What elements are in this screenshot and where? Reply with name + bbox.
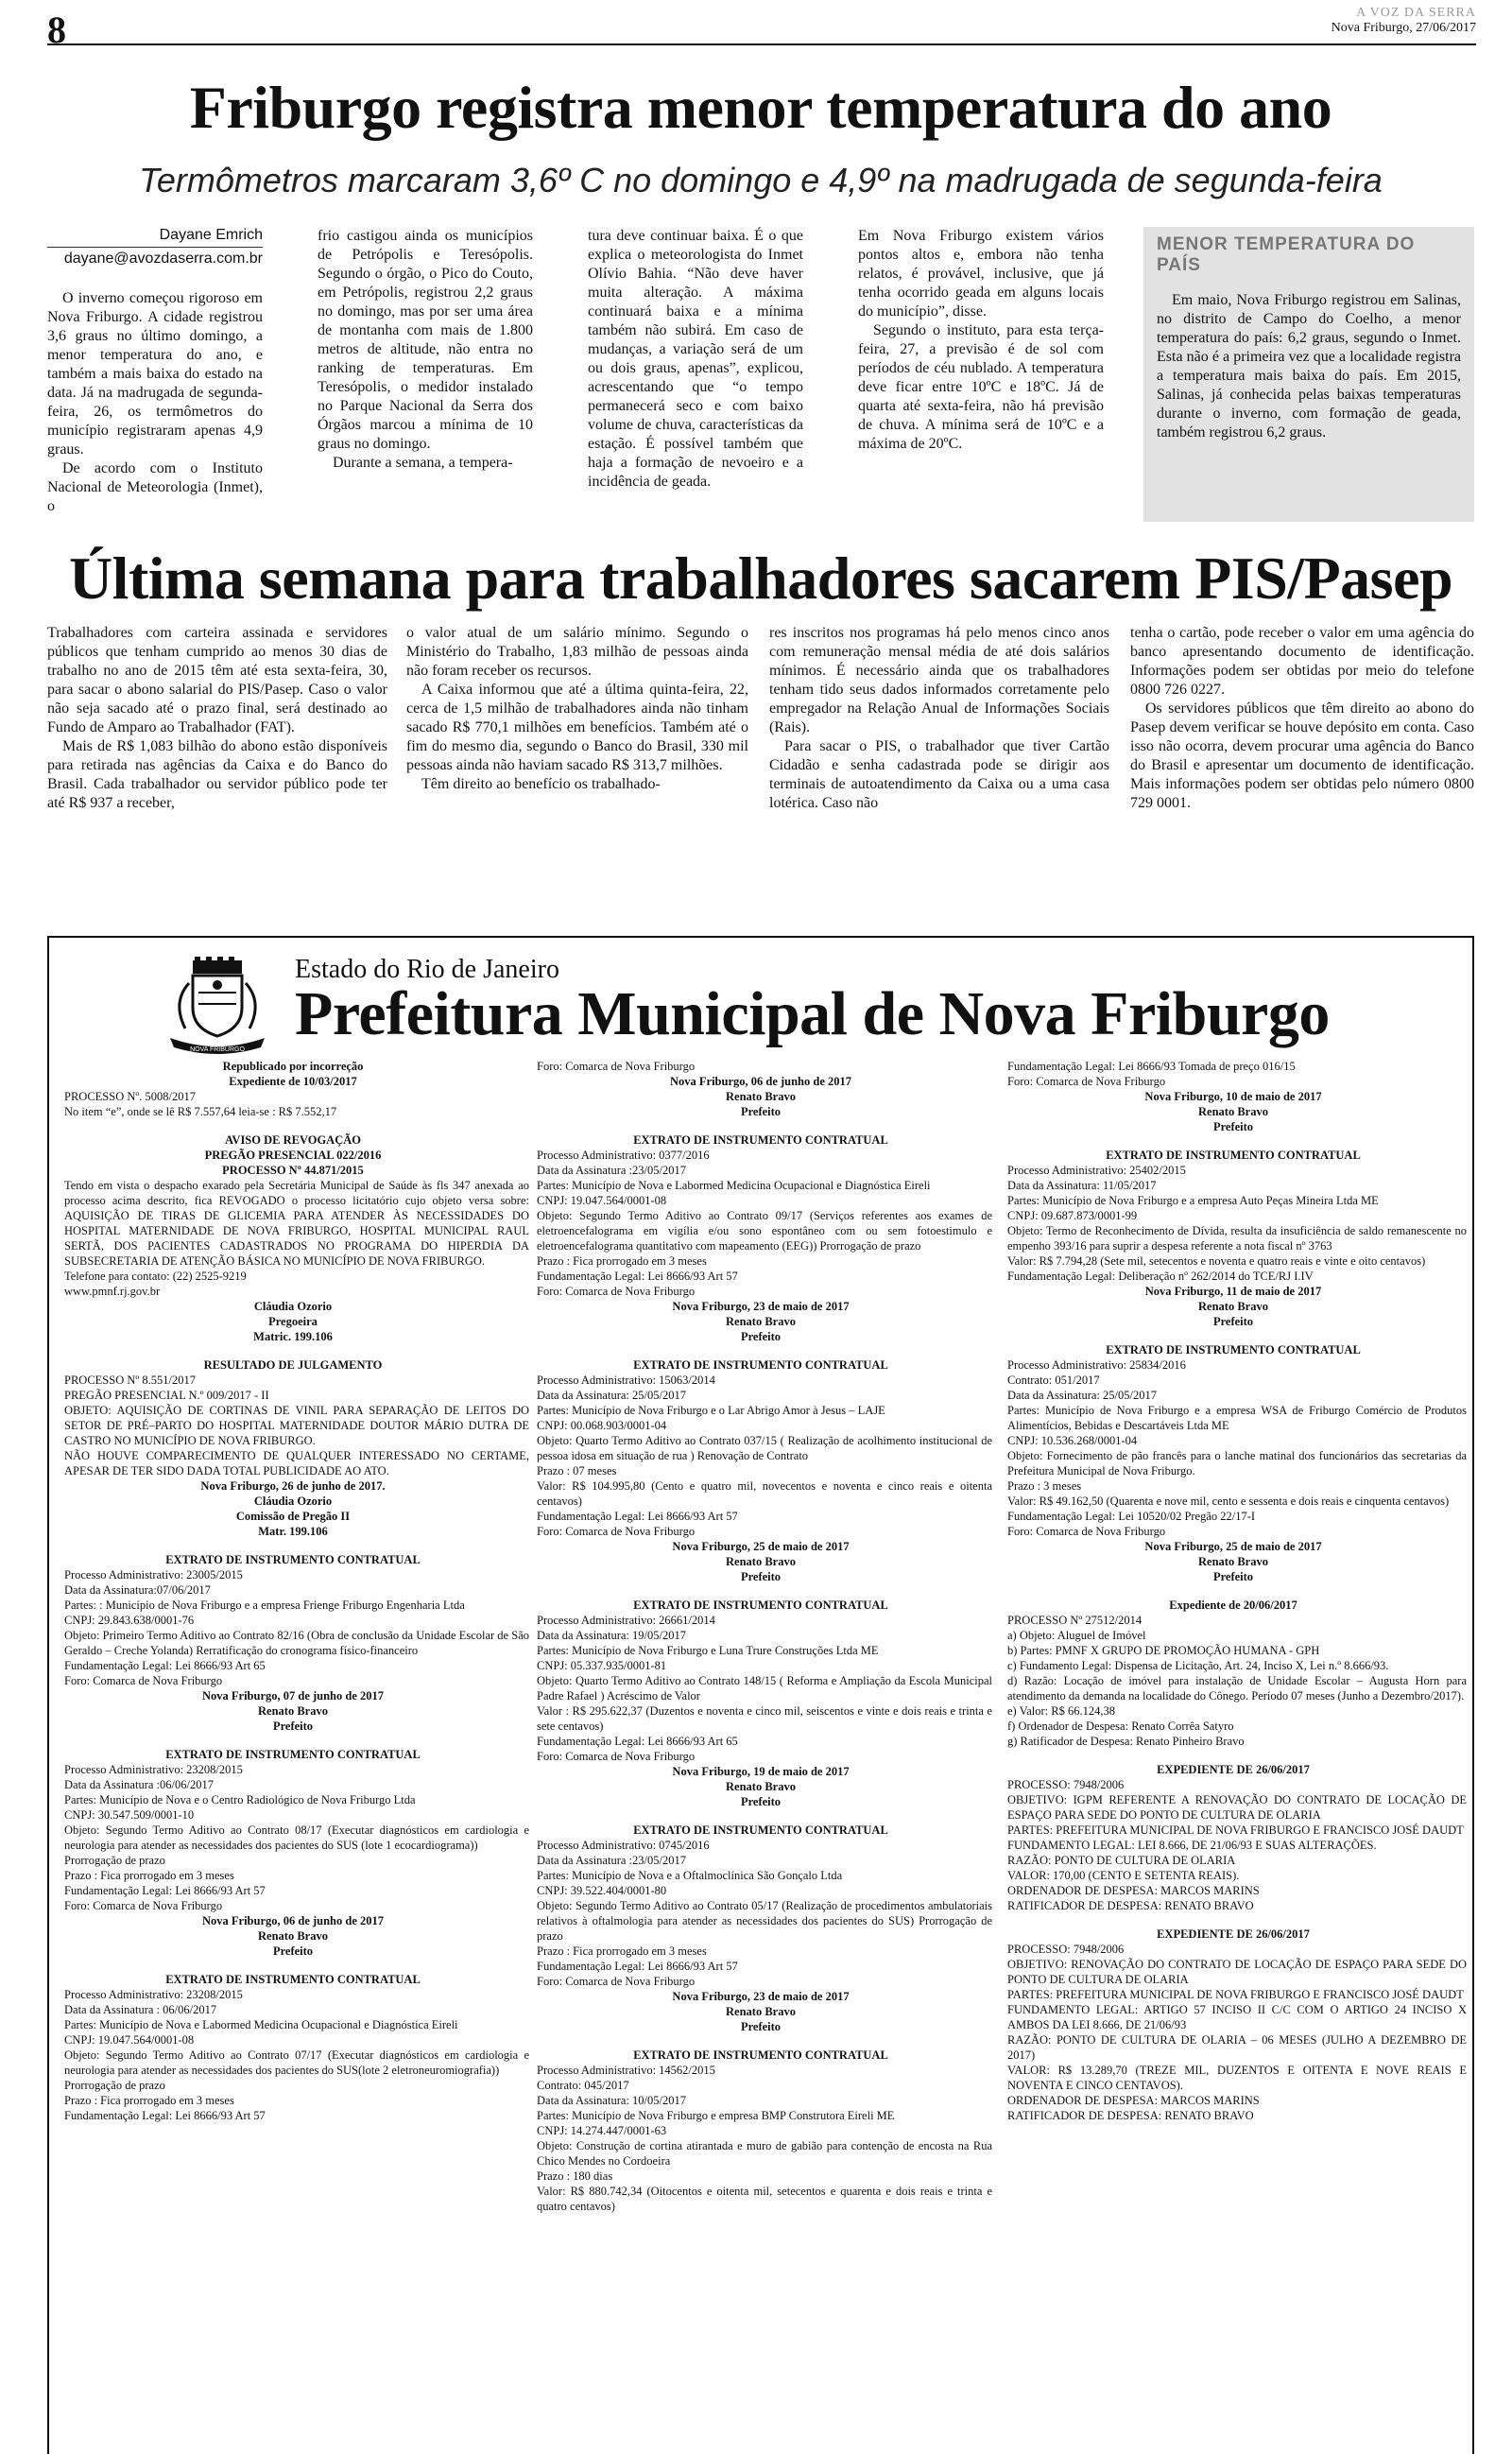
notice-text: Foro: Comarca de Nova Friburgo (64, 1674, 223, 1687)
notice-text: Foro: Comarca de Nova Friburgo (64, 1899, 223, 1912)
paragraph: frio castigou ainda os municípios de Petrópolis e Teresópolis. Segundo o órgão, o Pico do Couto, em Petrópolis, registrou 2,2 graus no domingo, mas por ser uma área de montanha com mais de 1.800 metros de altitude, não entra no ranking de temperaturas. Em Teresópolis, o medidor instalado no Parque Nacional da Serra dos Órgãos marcou a mínima de 10 graus no domingo. (318, 228, 533, 452)
notice-heading: EXTRATO DE INSTRUMENTO CONTRATUAL (165, 1973, 421, 1986)
notice-text: Prazo : Fica prorrogado em 3 meses (64, 2094, 234, 2107)
notice-centered-line: Nova Friburgo, 23 de maio de 2017 (672, 1300, 850, 1313)
notice-centered-line: Prefeito (272, 1944, 314, 1958)
notice-text: Foro: Comarca de Nova Friburgo (1007, 1075, 1166, 1088)
notice-heading: EXTRATO DE INSTRUMENTO CONTRATUAL (165, 1748, 421, 1761)
notice-centered-line: Renato Bravo (726, 1780, 796, 1793)
notice-text: Processo Administrativo: 0377/2016 (537, 1149, 710, 1162)
notice-text: Fundamentação Legal: Lei 10520/02 Pregão 22/17-I (1007, 1510, 1256, 1523)
notices-column-3 (1000, 1059, 1467, 2123)
paragraph: Têm direito ao benefício os trabalhado- (421, 776, 661, 792)
notice-text: www.pmnf.rj.gov.br (64, 1285, 161, 1298)
notice-text: Prazo : 3 meses (1007, 1479, 1082, 1493)
notice-text: Fundamentação Legal: Lei 8666/93 Art 57 (537, 1510, 738, 1523)
notice-heading: EXTRATO DE INSTRUMENTO CONTRATUAL (633, 1599, 888, 1612)
article1-column-4 (858, 227, 1104, 454)
notice-text: Fundamentação Legal: Lei 8666/93 Art 65 (64, 1659, 266, 1672)
notice-text: Foro: Comarca de Nova Friburgo (537, 1285, 696, 1298)
notice-text: a) Objeto: Aluguel de Imóvel (1007, 1629, 1146, 1642)
prefeitura-title: Prefeitura Municipal de Nova Friburgo (295, 979, 1330, 1048)
notice-text: RAZÃO: PONTO DE CULTURA DE OLARIA – 06 MESES (JULHO A DEZEMBRO DE 2017) (1007, 2033, 1467, 2062)
notice-text: CNPJ: 29.843.638/0001-76 (64, 1614, 195, 1627)
notice-centered-line: Nova Friburgo, 10 de maio de 2017 (1144, 1090, 1322, 1103)
notice-text: Fundamentação Legal: Deliberação nº 262/2014 do TCE/RJ I.IV (1007, 1270, 1314, 1283)
notice-heading: EXTRATO DE INSTRUMENTO CONTRATUAL (165, 1553, 421, 1566)
author-name: Dayane Emrich (47, 227, 263, 248)
notice-text: PROCESSO: 7948/2006 (1007, 1778, 1125, 1791)
notice-text: Contrato: 051/2017 (1007, 1374, 1100, 1387)
notice-text: Partes: Município de Nova Friburgo e a empresa Auto Peças Mineira Ltda ME (1007, 1194, 1379, 1207)
notice-text: e) Valor: R$ 66.124,38 (1007, 1704, 1115, 1718)
notice-centered-line: Prefeito (1212, 1120, 1254, 1133)
article1-column-1 (47, 289, 263, 516)
notice-text: NÃO HOUVE COMPARECIMENTO DE QUALQUER INTERESSADO NO CERTAME, APESAR DE TER SIDO DADA TOTAL PUBLICIDADE AO ATO. (64, 1449, 529, 1478)
paragraph: O inverno começou rigoroso em Nova Friburgo. A cidade registrou 3,6 graus no último domingo, a menor temperatura do ano, e também a mais baixa do estado na data. Já na madrugada de segunda-feira, 26, os termômetros do município registraram apenas 4,9 graus. (47, 290, 263, 458)
notice-text: PARTES: PREFEITURA MUNICIPAL DE NOVA FRIBURGO E FRANCISCO JOSÉ DAUDT (1007, 1988, 1464, 2001)
notice-centered-line: Prefeito (740, 1105, 782, 1118)
notice-heading: EXTRATO DE INSTRUMENTO CONTRATUAL (633, 1823, 888, 1837)
notice-text: Prazo : Fica prorrogado em 3 meses (64, 1869, 234, 1882)
notice-text: Partes: Município de Nova e a Oftalmoclínica São Gonçalo Ltda (537, 1869, 843, 1882)
page-number: 8 (47, 9, 66, 51)
paragraph: Os servidores públicos que têm direito ao abono do Pasep devem verificar se houve depósito em conta. Caso isso não ocorra, devem procurar uma agência do Banco do Brasil e apresentar um documento de identificação. Mais informações podem ser obtidas pelo número 0800 729 0001. (1130, 700, 1474, 811)
notice-heading: EXTRATO DE INSTRUMENTO CONTRATUAL (1106, 1149, 1361, 1162)
notice-text: RAZÃO: PONTO DE CULTURA DE OLARIA (1007, 1854, 1236, 1867)
notice-centered-line: Nova Friburgo, 26 de junho de 2017. (200, 1479, 386, 1493)
notice-text: CNPJ: 30.547.509/0001-10 (64, 1808, 195, 1822)
article1-column-2 (318, 227, 533, 473)
notice-text: Fundamentação Legal: Lei 8666/93 Art 57 (537, 1270, 738, 1283)
notice-centered-line: Cláudia Ozorio (253, 1300, 333, 1313)
notice-text: Prorrogação de prazo (64, 1854, 165, 1867)
notice-text: Tendo em vista o despacho exarado pela Secretária Municipal de Saúde às fls 347 anexada ao processo acima descrito, fica REVOGADO o processo licitatório cujo objeto versa sobre: AQUISIÇÃO DE TIRAS DE GLICEMIA PARA ATENDER ÀS NECESSIDADES DO HOSPITAL MATERNIDADE DE NOVA FRIBURGO, HOSPITAL MUNICIPAL RAUL SERTÃ, DOS PACIENTES CADASTRADOS NO PROGRAMA DO HIPERDIA DA SUBSECRETARIA DE ATENÇÃO BÁSICA NO MUNICÍPIO DE NOVA FRIBURGO. (64, 1179, 529, 1268)
notice-text: Partes: Município de Nova Friburgo e Luna Trure Construções Ltda ME (537, 1644, 879, 1657)
notice-centered-line: Nova Friburgo, 06 de junho de 2017 (201, 1914, 385, 1927)
notice-text: Data da Assinatura: 25/05/2017 (537, 1389, 686, 1402)
notice-text: Valor: R$ 880.742,34 (Oitocentos e oitenta mil, setecentos e quarenta e dois reais e trinta e quatro centavos) (537, 2185, 992, 2213)
notice-text: Processo Administrativo: 0745/2016 (537, 1839, 710, 1852)
notice-text: ORDENADOR DE DESPESA: MARCOS MARINS (1007, 1884, 1260, 1897)
svg-text:NOVA FRIBURGO: NOVA FRIBURGO (190, 1046, 245, 1053)
notice-centered-line: Prefeito (740, 2020, 782, 2033)
notice-text: Data da Assinatura: 11/05/2017 (1007, 1179, 1157, 1192)
notice-heading: EXTRATO DE INSTRUMENTO CONTRATUAL (633, 1358, 888, 1372)
article1-column-3 (588, 227, 803, 492)
notice-heading: EXTRATO DE INSTRUMENTO CONTRATUAL (1106, 1343, 1361, 1357)
notice-text: Partes: Município de Nova e o Centro Radiológico de Nova Friburgo Ltda (64, 1793, 416, 1806)
notice-centered-line: Prefeito (272, 1720, 314, 1733)
notice-text: Processo Administrativo: 23208/2015 (64, 1763, 243, 1776)
notice-text: RATIFICADOR DE DESPESA: RENATO BRAVO (1007, 1899, 1254, 1912)
notice-text: Objeto: Construção de cortina atirantada e muro de gabião para contenção de encosta na Rua Chico Mendes no Cordoeira (537, 2139, 992, 2168)
notice-text: PROCESSO: 7948/2006 (1007, 1943, 1125, 1956)
paragraph: Durante a semana, a tempera- (333, 455, 513, 471)
notice-text: g) Ratificador de Despesa: Renato Pinheiro Bravo (1007, 1735, 1245, 1748)
notice-text: Foro: Comarca de Nova Friburgo (1007, 1525, 1166, 1538)
notice-text: PROCESSO Nº 27512/2014 (1007, 1614, 1143, 1627)
notice-centered-line: Renato Bravo (1198, 1555, 1268, 1568)
notice-text: Valor : R$ 295.622,37 (Duzentos e noventa e cinco mil, seiscentos e vinte e dois reais e trinta e sete centavos) (537, 1704, 992, 1733)
notice-heading: EXTRATO DE INSTRUMENTO CONTRATUAL (633, 2048, 888, 2062)
notice-text: Fundamentação Legal: Lei 8666/93 Art 65 (537, 1735, 738, 1748)
notice-text: Objeto: Fornecimento de pão francês para o lanche matinal dos funcionários das secretarias da Prefeitura Municipal de Nova Friburgo. (1007, 1449, 1467, 1478)
notice-text: OBJETIVO: IGPM REFERENTE A RENOVAÇÃO DO CONTRATO DE LOCAÇÃO DE ESPAÇO PARA SEDE DO PONTO DE CULTURA DE OLARIA (1007, 1793, 1467, 1822)
notice-text: FUNDAMENTO LEGAL: LEI 8.666, DE 21/06/93 E SUAS ALTERAÇÕES. (1007, 1839, 1377, 1852)
notice-text: PROCESSO Nº 8.551/2017 (64, 1374, 196, 1387)
notice-text: Data da Assinatura:07/06/2017 (64, 1583, 211, 1597)
notice-centered-line: Prefeito (740, 1330, 782, 1343)
notice-text: OBJETO: AQUISIÇÃO DE CORTINAS DE VINIL PARA SEPARAÇÃO DE LEITOS DO SETOR DE PRÉ–PARTO DO HOSPITAL MATERNIDADE DOUTOR MÁRIO DUTRA DE CASTRO NO MUNICÍPIO DE NOVA FRIBURGO. (64, 1404, 529, 1447)
paragraph: Para sacar o PIS, o trabalhador que tiver Cartão Cidadão e senha cadastrada pode se dirigir aos terminais de autoatendimento da Caixa ou a uma casa lotérica. Caso não (769, 738, 1109, 811)
paragraph: Mais de R$ 1,083 bilhão do abono estão disponíveis para retirada nas agências da Caixa e do Banco do Brasil. Cada trabalhador ou servidor público pode ter até R$ 937 a receber, (47, 738, 387, 811)
article1-subheadline: Termômetros marcaram 3,6º C no domingo e 4,9º na madrugada de segunda-feira (139, 161, 1383, 199)
notice-text: Fundamentação Legal: Lei 8666/93 Art 57 (64, 1884, 266, 1897)
notice-text: Partes: Município de Nova e Labormed Medicina Ocupacional e Diagnóstica Eireli (64, 2018, 458, 2031)
notice-text: Foro: Comarca de Nova Friburgo (537, 1750, 696, 1763)
notice-text: Data da Assinatura :23/05/2017 (537, 1164, 686, 1177)
notice-centered-line: Renato Bravo (1198, 1105, 1268, 1118)
notice-text: PARTES: PREFEITURA MUNICIPAL DE NOVA FRIBURGO E FRANCISCO JOSÉ DAUDT (1007, 1823, 1464, 1837)
notice-text: Objeto: Segundo Termo Aditivo ao Contrato 09/17 (Serviços referentes aos exames de eletroencefalograma em vigília e/ou sono espontâneo com ou sem fotoestimulo e eletroencefalograma quantitativo com mapeamento (EEG)) Prorrogação de prazo (537, 1209, 992, 1253)
notice-text: Foro: Comarca de Nova Friburgo (537, 1975, 696, 1988)
notice-text: Prazo : Fica prorrogado em 3 meses (537, 1944, 707, 1958)
paragraph: De acordo com o Instituto Nacional de Meteorologia (Inmet), o (47, 460, 263, 514)
notice-text: Data da Assinatura: 19/05/2017 (537, 1629, 686, 1642)
notice-text: RATIFICADOR DE DESPESA: RENATO BRAVO (1007, 2109, 1254, 2122)
notice-centered-line: Prefeito (1212, 1315, 1254, 1328)
notice-text: Partes: Município de Nova Friburgo e a empresa WSA de Friburgo Comércio de Produtos Alimentícios, Bebidas e Descartáveis Ltda ME (1007, 1404, 1467, 1432)
notice-text: Contrato: 045/2017 (537, 2079, 629, 2092)
edition-date: Nova Friburgo, 27/06/2017 (1331, 21, 1476, 35)
notice-centered-line: Prefeito (740, 1795, 782, 1808)
notice-centered-line: Renato Bravo (726, 1555, 796, 1568)
municipal-crest-icon (151, 955, 284, 1059)
notice-text: Objeto: Quarto Termo Aditivo ao Contrato 148/15 ( Reforma e Ampliação da Escola Municipal Padre Rafael ) Acréscimo de Valor (537, 1674, 992, 1702)
notice-centered-line: Prefeito (740, 1570, 782, 1583)
paragraph: res inscritos nos programas há pelo menos cinco anos com remuneração mensal média de até dois salários mínimos. É necessário ainda que os trabalhadores tenham tido seus dados informados corretamente pelo empregador na Relação Anual de Informações Sociais (Rais). (769, 625, 1109, 735)
notice-text: f) Ordenador de Despesa: Renato Corrêa Satyro (1007, 1720, 1234, 1733)
notice-heading: EXTRATO DE INSTRUMENTO CONTRATUAL (633, 1133, 888, 1147)
notice-text: Data da Assinatura :23/05/2017 (537, 1854, 686, 1867)
notice-centered-line: Prefeito (1212, 1570, 1254, 1583)
notice-text: b) Partes: PMNF X GRUPO DE PROMOÇÃO HUMANA - GPH (1007, 1644, 1320, 1657)
paragraph: tenha o cartão, pode receber o valor em uma agência do banco apresentando documento de identificação. Informações podem ser obtidas por meio do telefone 0800 726 0227. (1130, 625, 1474, 698)
notices-column-1 (57, 1059, 529, 2123)
header-rule (47, 43, 1476, 45)
notice-centered-line: Nova Friburgo, 07 de junho de 2017 (201, 1689, 385, 1702)
sidebox-text: Em maio, Nova Friburgo registrou em Salinas, no distrito de Campo do Coelho, a menor temperatura do país: 6,2 graus, segundo o Inmet. Esta não é a primeira vez que a localidade registra a temperatura mais baixa do país. Em 2015, Salinas, já conhecida pelas baixas temperaturas durante o inverno, com formação de geada, também registrou 6,2 graus. (1157, 292, 1461, 441)
notice-centered-line: Nova Friburgo, 23 de maio de 2017 (672, 1990, 850, 2003)
notice-text: Objeto: Primeiro Termo Aditivo ao Contrato 82/16 (Obra de conclusão da Unidade Escolar de São Geraldo – Creche Yolanda) Rerratificação do cronograma físico-financeiro (64, 1629, 529, 1657)
notice-text: VALOR: R$ 13.289,70 (TREZE MIL, DUZENTOS E OITENTA E NOVE REAIS E NOVENTA E CINCO CENTAVOS). (1007, 2064, 1467, 2092)
notice-heading: RESULTADO DE JULGAMENTO (203, 1358, 383, 1372)
article2-column-4 (1130, 624, 1474, 813)
notice-text: CNPJ: 39.522.404/0001-80 (537, 1884, 667, 1897)
notice-text: d) Razão: Locação de imóvel para instalação de Unidade Escolar – Augusta Horn para atendimento da demanda na localidade do Cônego. Período 07 meses (Junho a Dezembro/2017). (1007, 1674, 1467, 1702)
notice-centered-line: Republicado por incorreção (222, 1060, 364, 1073)
notice-heading: EXPEDIENTE DE 26/06/2017 (1157, 1763, 1310, 1776)
notice-text: Processo Administrativo: 23208/2015 (64, 1988, 243, 2001)
notice-text: Valor: R$ 104.995,80 (Cento e quatro mil, novecentos e noventa e cinco reais e oitenta centavos) (537, 1479, 992, 1508)
notice-text: Partes: : Município de Nova Friburgo e a empresa Frienge Friburgo Engenharia Ltda (64, 1599, 465, 1612)
notice-heading: Expediente de 20/06/2017 (1169, 1599, 1297, 1612)
notice-centered-line: Renato Bravo (1198, 1300, 1268, 1313)
notice-centered-line: Renato Bravo (258, 1704, 328, 1718)
notice-text: Objeto: Segundo Termo Aditivo ao Contrato 08/17 (Executar diagnósticos em cardiologia e neurologia para atender as necessidades dos pacientes do SUS (lote 1 ecocardiograma)) (64, 1823, 529, 1852)
notice-centered-line: Nova Friburgo, 19 de maio de 2017 (672, 1765, 850, 1778)
notice-text: Prazo : 180 dias (537, 2169, 613, 2183)
notice-text: Partes: Município de Nova Friburgo e o Lar Abrigo Amor à Jesus – LAJE (537, 1404, 885, 1417)
notice-centered-line: Cláudia Ozorio (253, 1495, 333, 1508)
notice-centered-line: Comissão de Pregão II (235, 1510, 351, 1523)
state-name: Estado do Rio de Janeiro (295, 955, 559, 984)
notice-text: Data da Assinatura : 06/06/2017 (64, 2003, 217, 2016)
paragraph: Em Nova Friburgo existem vários pontos altos e, embora não tenha relatos, é provável, inclusive, que já tenha ocorrido geada em alguns locais do município”, disse. (858, 228, 1104, 320)
notice-text: Objeto: Quarto Termo Aditivo ao Contrato 037/15 ( Realização de acolhimento institucional de pessoa idosa em situação de rua ) Renovação de Contrato (537, 1434, 992, 1462)
paragraph: o valor atual de um salário mínimo. Segundo o Ministério do Trabalho, 1,83 milhão de pessoas ainda não foram receber os recursos. (406, 625, 748, 679)
notices-column-2 (529, 1059, 992, 2214)
article2-headline: Última semana para trabalhadores sacarem PIS/Pasep (68, 544, 1453, 612)
notice-centered-line: Matric. 199.106 (253, 1330, 333, 1343)
paragraph: Trabalhadores com carteira assinada e servidores públicos que tenham cumprido ao menos 30 dias de trabalho no ano de 2015 têm até esta sexta-feira, 30, para sacar o abono salarial do PIS/Pasep. Caso o valor não seja sacado até o prazo final, será destinado ao Fundo de Amparo ao Trabalhador (FAT). (47, 625, 387, 735)
notice-text: CNPJ: 09.687.873/0001-99 (1007, 1209, 1138, 1222)
article2-column-2 (406, 624, 748, 794)
notice-text: ORDENADOR DE DESPESA: MARCOS MARINS (1007, 2094, 1260, 2107)
notice-text: Prazo : 07 meses (537, 1464, 617, 1478)
notice-centered-line: Nova Friburgo, 11 de maio de 2017 (1144, 1285, 1322, 1298)
notice-text: Data da Assinatura: 25/05/2017 (1007, 1389, 1157, 1402)
notice-centered-line: Nova Friburgo, 25 de maio de 2017 (672, 1540, 850, 1553)
notice-centered-line: Renato Bravo (258, 1929, 328, 1943)
notice-text: c) Fundamento Legal: Dispensa de Licitação, Art. 24, Inciso X, Lei n.º 8.666/93. (1007, 1659, 1389, 1672)
notice-text: Processo Administrativo: 23005/2015 (64, 1568, 243, 1581)
notice-centered-line: PROCESSO Nº 44.871/2015 (222, 1164, 364, 1177)
notice-text: CNPJ: 05.337.935/0001-81 (537, 1659, 667, 1672)
notice-text: CNPJ: 10.536.268/0001-04 (1007, 1434, 1138, 1447)
article1-byline (47, 227, 263, 268)
notice-text: Processo Administrativo: 14562/2015 (537, 2064, 715, 2077)
article2-column-3 (769, 624, 1109, 813)
notice-text: PROCESSO Nº. 5008/2017 (64, 1090, 196, 1103)
notice-text: OBJETIVO: RENOVAÇÃO DO CONTRATO DE LOCAÇÃO DE ESPAÇO PARA SEDE DO PONTO DE CULTURA DE OLARIA (1007, 1958, 1467, 1986)
notice-text: Objeto: Segundo Termo Aditivo ao Contrato 07/17 (Executar diagnósticos em cardiologia e neurologia para atender as necessidades dos pacientes do SUS(lote 2 eletroneuromiografia)) (64, 2048, 529, 2077)
notice-heading: EXPEDIENTE DE 26/06/2017 (1157, 1927, 1310, 1941)
article1-headline: Friburgo registra menor temperatura do ano (189, 74, 1332, 141)
notice-text: Data da Assinatura :06/06/2017 (64, 1778, 214, 1791)
notice-text: Foro: Comarca de Nova Friburgo (537, 1525, 696, 1538)
article2-column-1 (47, 624, 387, 813)
notice-text: Telefone para contato: (22) 2525-9219 (64, 1270, 247, 1283)
notice-text: Valor: R$ 7.794,28 (Sete mil, setecentos e noventa e quatro reais e vinte e oito centavos) (1007, 1254, 1426, 1268)
notice-centered-line: Matr. 199.106 (258, 1525, 328, 1538)
lowest-temperature-box (1143, 227, 1474, 522)
notice-text: CNPJ: 19.047.564/0001-08 (64, 2033, 195, 2047)
notice-text: CNPJ: 00.068.903/0001-04 (537, 1419, 667, 1432)
notice-text: CNPJ: 14.274.447/0001-63 (537, 2124, 667, 2137)
notice-text: VALOR: 170,00 (CENTO E SETENTA REAIS). (1007, 1869, 1240, 1882)
notice-text: PREGÃO PRESENCIAL N.º 009/2017 - II (64, 1389, 269, 1402)
notice-text: FUNDAMENTO LEGAL: ARTIGO 57 INCISO II C/C COM O ARTIGO 24 INCISO X AMBOS DA LEI 8.666, DE 21/06/93 (1007, 2003, 1467, 2031)
notice-centered-line: PREGÃO PRESENCIAL 022/2016 (204, 1149, 382, 1162)
notice-heading: AVISO DE REVOGAÇÃO (225, 1133, 361, 1147)
notice-text: Partes: Município de Nova e Labormed Medicina Ocupacional e Diagnóstica Eireli (537, 1179, 931, 1192)
notice-centered-line: Nova Friburgo, 25 de maio de 2017 (1144, 1540, 1322, 1553)
notice-text: Processo Administrativo: 26661/2014 (537, 1614, 715, 1627)
notice-centered-line: Pregoeira (268, 1315, 318, 1328)
notice-text: Fundamentação Legal: Lei 8666/93 Tomada de preço 016/15 (1007, 1060, 1296, 1073)
notice-text: Objeto: Termo de Reconhecimento de Dívida, resulta da insuficiência de saldo remanescente no empenho 393/16 para suprir a despesa referente a nota fiscal nº 3763 (1007, 1224, 1467, 1253)
notice-text: Processo Administrativo: 15063/2014 (537, 1374, 715, 1387)
notice-text: Data da Assinatura: 10/05/2017 (537, 2094, 686, 2107)
notice-text: Prazo : Fica prorrogado em 3 meses (537, 1254, 707, 1268)
paragraph: A Caixa informou que até a última quinta-feira, 22, cerca de 1,5 milhão de trabalhadores ainda não tinham sacado R$ 770,1 milhões em benefícios. Também até o fim do mesmo dia, segundo o Banco do Brasil, 330 mil pessoas ainda não haviam sacado R$ 313,7 milhões. (406, 682, 748, 773)
paragraph: tura deve continuar baixa. É o que explica o meteorologista do Inmet Olívio Bahia. “Não deve haver muita alteração. A máxima continuará baixa e a mínima também não subirá. Em caso de mudanças, a variação será de um ou dois graus, apenas”, explicou, acrescentando que “o tempo permanecerá seco e com baixo volume de chuva, características da estação. É possível também que haja a formação de nevoeiro e a incidência de geada. (588, 228, 803, 490)
notice-centered-line: Renato Bravo (726, 1090, 796, 1103)
notice-text: Fundamentação Legal: Lei 8666/93 Art 57 (64, 2109, 266, 2122)
notice-text: Valor: R$ 49.162,50 (Quarenta e nove mil, cento e sessenta e dois reais e cinquenta centavos) (1007, 1495, 1450, 1508)
notice-centered-line: Expediente de 10/03/2017 (229, 1075, 357, 1088)
notice-centered-line: Renato Bravo (726, 2005, 796, 2018)
notice-text: No item “e”, onde se lê R$ 7.557,64 leia-se : R$ 7.552,17 (64, 1105, 337, 1118)
notice-centered-line: Renato Bravo (726, 1315, 796, 1328)
notice-text: Processo Administrativo: 25834/2016 (1007, 1358, 1186, 1372)
notice-text: Foro: Comarca de Nova Friburgo (537, 1060, 696, 1073)
notice-text: Partes: Município de Nova Friburgo e empresa BMP Construtora Eireli ME (537, 2109, 895, 2122)
notice-centered-line: Nova Friburgo, 06 de junho de 2017 (669, 1075, 852, 1088)
notice-text: Processo Administrativo: 25402/2015 (1007, 1164, 1186, 1177)
author-email: dayane@avozdaserra.com.br (63, 251, 263, 267)
notice-text: Fundamentação Legal: Lei 8666/93 Art 57 (537, 1960, 738, 1973)
notice-text: CNPJ: 19.047.564/0001-08 (537, 1194, 667, 1207)
paragraph: Segundo o instituto, para esta terça-feira, 27, a previsão é de sol com períodos de céu nublado. A temperatura deve ficar entre 10ºC e 18ºC. Já de quarta até sexta-feira, não há previsão de chuva. A mínima será de 10ºC e a máxima de 20ºC. (858, 322, 1104, 452)
newspaper-name: A VOZ DA SERRA (1356, 6, 1476, 20)
sidebox-title: MENOR TEMPERATURA DO PAÍS (1157, 234, 1416, 275)
notice-text: Prorrogação de prazo (64, 2079, 165, 2092)
notice-text: Objeto: Segundo Termo Aditivo ao Contrato 05/17 (Realização de procedimentos ambulatoriais relativos à oftalmologia para atender as necessidades dos pacientes do SUS) Prorrogação de prazo (537, 1899, 992, 1943)
